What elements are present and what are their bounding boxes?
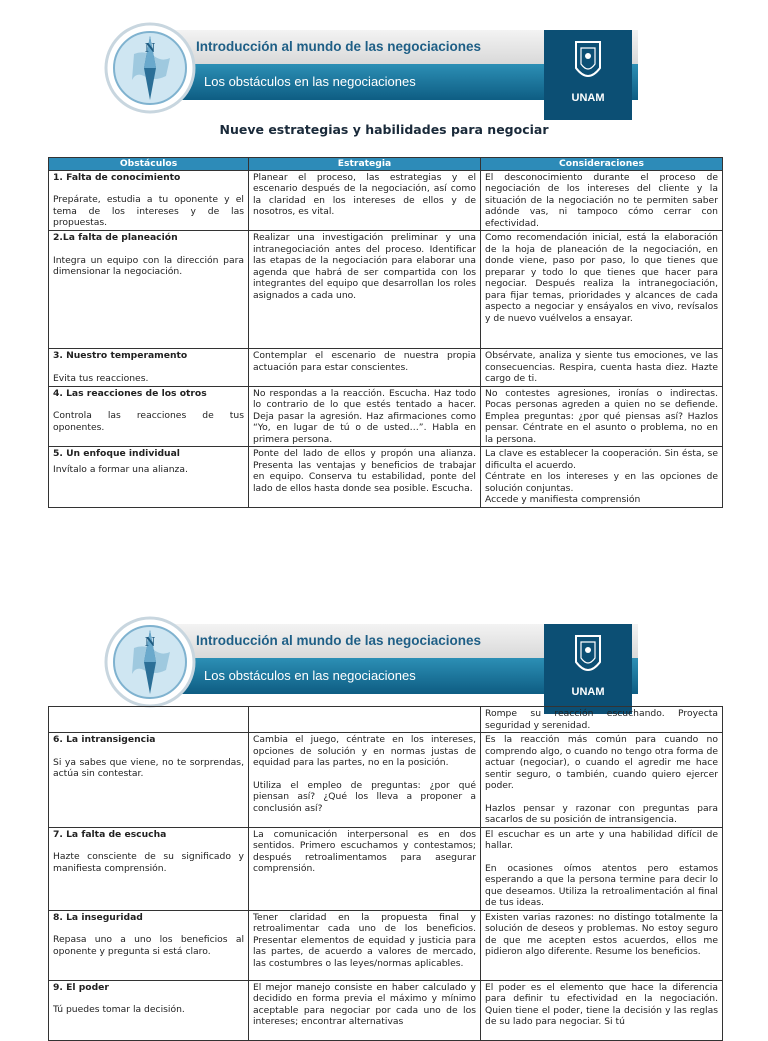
- svg-text:N: N: [144, 635, 156, 650]
- obstacle-title: 4. Las reacciones de los otros: [53, 387, 207, 399]
- unam-logo: [544, 624, 632, 714]
- considerations-text: La clave es establecer la cooperación. Sin ésta, se dificulta el acuerdo.: [485, 448, 718, 471]
- banner-subtitle: Los obstáculos en las negociaciones: [204, 74, 416, 89]
- table-row: [49, 170, 723, 231]
- banner-title: Introducción al mundo de las negociaciones: [196, 39, 482, 54]
- obstacle-title: 9. El poder: [53, 981, 109, 993]
- obstacle-description: Prepárate, estudia a tu oponente y el tema de los intereses y de las propuestas.: [53, 194, 244, 228]
- strategy-cell: La comunicación interpersonal es en dos sentidos. Primero escuchamos y contestamos; después retroalimentamos para asegurar comprensión.: [249, 827, 481, 910]
- unam-logo-text: UNAM: [571, 92, 605, 104]
- compass-icon: [104, 22, 196, 114]
- obstacle-description: Evita tus reacciones.: [53, 372, 149, 384]
- considerations-cell: Como recomendación inicial, está la elaboración de la hoja de planeación de la negociación, en donde viene, paso por paso, lo que tienes que preparar y todo lo que tienes que hacer para negociar. Después realiza la intranegociación, para fijar temas, prioridades y alcances de cada aspecto a negociar y ensáyalos en vivo, revísalos y de nuevo vuélvelos a ensayar.: [481, 231, 723, 349]
- table-row: [49, 910, 723, 980]
- obstacle-description: Hazte consciente de su significado y manifiesta comprensión.: [53, 851, 244, 874]
- strategy-cell: El mejor manejo consiste en haber calculado y decidido en forma previa el máximo y mínimo aceptable para negociar por cada uno de los intereses; encontrar alternativas: [249, 980, 481, 1040]
- banner-subtitle: Los obstáculos en las negociaciones: [204, 668, 416, 683]
- obstacle-cell: [49, 231, 249, 349]
- considerations-cell: El poder es el elemento que hace la diferencia para definir tu efectividad en la negociación. Quien tiene el poder, tiene la decisión y las reglas de su lado para negociar. Si tú: [481, 980, 723, 1040]
- obstacle-description: Repasa uno a uno los beneficios al oponente y pregunta si está claro.: [53, 934, 244, 957]
- obstacle-cell: [49, 447, 249, 508]
- obstacle-cell: [49, 349, 249, 387]
- obstacle-title: 7. La falta de escucha: [53, 828, 167, 840]
- considerations-cell: [481, 827, 723, 910]
- obstacle-cell: [49, 910, 249, 980]
- strategy-cell: Ponte del lado de ellos y propón una alianza. Presenta las ventajas y beneficios de trabajar en equipo. Conserva tu estabilidad, ponte del lado de ellos hasta donde sea posible. Escucha.: [249, 447, 481, 508]
- compass-icon: [104, 616, 196, 708]
- svg-text:N: N: [144, 41, 156, 56]
- strategy-text: Cambia el juego, céntrate en los intereses, opciones de solución y en normas justas de equidad para las partes, no en la posición.: [253, 734, 476, 768]
- considerations-cell: El desconocimiento durante el proceso de negociación de los intereses del cliente y la situación de la negociación no te permiten saber adónde vas, ni tampoco cómo cerrar con efectividad.: [481, 170, 723, 231]
- table-row: [49, 231, 723, 349]
- page2-header-banner: [100, 616, 638, 716]
- page1-header-banner: [100, 22, 638, 122]
- table-row: [49, 707, 723, 733]
- obstacle-cell: [49, 707, 249, 733]
- strategy-cell: Realizar una investigación preliminar y una intranegociación antes del proceso. Identificar las etapas de la negociación para elaborar una agenda que habrá de ser compartida con los integrantes del equipo que desarrollan los roles asignados a cada uno.: [249, 231, 481, 349]
- obstacle-description: Si ya sabes que viene, no te sorprendas, actúa sin contestar.: [53, 756, 244, 779]
- obstacle-cell: [49, 980, 249, 1040]
- obstacle-cell: [49, 733, 249, 828]
- obstacle-cell: [49, 386, 249, 447]
- table-row: [49, 349, 723, 387]
- table-row: [49, 386, 723, 447]
- considerations-cell: Rompe su reacción escuchando. Proyecta seguridad y serenidad.: [481, 707, 723, 733]
- obstacle-description: Invítalo a formar una alianza.: [53, 463, 188, 475]
- header-estrategia: Estrategia: [249, 158, 481, 171]
- table-row: [49, 733, 723, 828]
- page-title: Nueve estrategias y habilidades para negociar: [219, 122, 549, 137]
- obstacle-title: 2.La falta de planeación: [53, 232, 178, 243]
- considerations-cell: [481, 447, 723, 508]
- strategy-cell: Tener claridad en la propuesta final y retroalimentar cada uno de los beneficios. Presentar elementos de equidad y justicia para las partes, de acuerdo a valores de mercado, las costumbres o las leyes/normas aplicables.: [249, 910, 481, 980]
- banner-title: Introducción al mundo de las negociaciones: [196, 633, 482, 648]
- obstacle-title: 6. La intransigencia: [53, 734, 156, 745]
- obstacle-description: Controla las reacciones de tus oponentes.: [53, 410, 244, 433]
- unam-seal-icon: [572, 38, 604, 84]
- considerations-text: Hazlos pensar y razonar con preguntas para sacarlos de su posición de intransigencia.: [485, 802, 718, 825]
- strategy-text: Utiliza el empleo de preguntas: ¿por qué piensan así? ¿Qué los lleva a proponer a conclusión así?: [253, 779, 476, 814]
- considerations-cell: Obsérvate, analiza y siente tus emociones, ve las consecuencias. Respira, cuenta hasta diez. Hazte cargo de ti.: [481, 349, 723, 387]
- obstacle-description: Tú puedes tomar la decisión.: [53, 1004, 185, 1015]
- obstacle-title: 8. La inseguridad: [53, 911, 143, 923]
- strategies-table-page2: [48, 706, 723, 1041]
- unam-logo-text: UNAM: [571, 686, 605, 698]
- considerations-text: Accede y manifiesta comprensión: [485, 494, 641, 505]
- strategy-cell: [249, 707, 481, 733]
- obstacle-title: 3. Nuestro temperamento: [53, 350, 188, 361]
- unam-logo: [544, 30, 632, 120]
- table-row: [49, 827, 723, 910]
- considerations-cell: Existen varias razones: no distingo totalmente la solución de deseos y problemas. No estoy seguro de que me acepten estos acuerdos, ellos me pidieron algo diferente. Resume los beneficios.: [481, 910, 723, 980]
- obstacle-cell: [49, 827, 249, 910]
- obstacle-description: Integra un equipo con la dirección para dimensionar la negociación.: [53, 254, 244, 277]
- strategy-cell: Contemplar el escenario de nuestra propia actuación para estar conscientes.: [249, 349, 481, 387]
- considerations-text: El escuchar es un arte y una habilidad difícil de hallar.: [485, 828, 718, 851]
- table-row: [49, 980, 723, 1040]
- considerations-text: Es la reacción más común para cuando no comprendo algo, o cuando no tengo otra forma de actuar (negociar), o cuando el agredir me hace sentir seguro, o también, cuando quiero ejercer poder.: [485, 734, 718, 791]
- considerations-cell: No contestes agresiones, ironías o indirectas. Pocas personas agreden a quien no se defiende. Emplea preguntas: ¿por qué piensas así? Hazlos pensar. Céntrate en el asunto o problema, no en la persona.: [481, 386, 723, 447]
- obstacle-title: 5. Un enfoque individual: [53, 448, 180, 459]
- considerations-cell: [481, 733, 723, 828]
- strategies-table-page1: [48, 157, 723, 508]
- table-header-row: [49, 158, 723, 171]
- considerations-text: En ocasiones oímos atentos pero estamos esperando a que la persona termine para decir lo que deseamos. Utiliza la retroalimentación al final de tus ideas.: [485, 862, 718, 908]
- header-obstaculos: Obstáculos: [49, 158, 249, 171]
- strategy-cell: [249, 733, 481, 828]
- table-row: [49, 447, 723, 508]
- unam-seal-icon: [572, 632, 604, 678]
- header-consideraciones: Consideraciones: [481, 158, 723, 171]
- strategy-cell: Planear el proceso, las estrategias y el escenario después de la negociación, así como la claridad en los intereses de ellos y de nosotros, es vital.: [249, 170, 481, 231]
- strategy-cell: No respondas a la reacción. Escucha. Haz todo lo contrario de lo que estés tentado a hacer. Deja pasar la agresión. Haz afirmaciones como “Yo, en lugar de tú o de usted…”. Habla en primera persona.: [249, 386, 481, 447]
- obstacle-cell: [49, 170, 249, 231]
- considerations-text: Céntrate en los intereses y en las opciones de solución conjuntas.: [485, 471, 718, 494]
- obstacle-title: 1. Falta de conocimiento: [53, 171, 181, 183]
